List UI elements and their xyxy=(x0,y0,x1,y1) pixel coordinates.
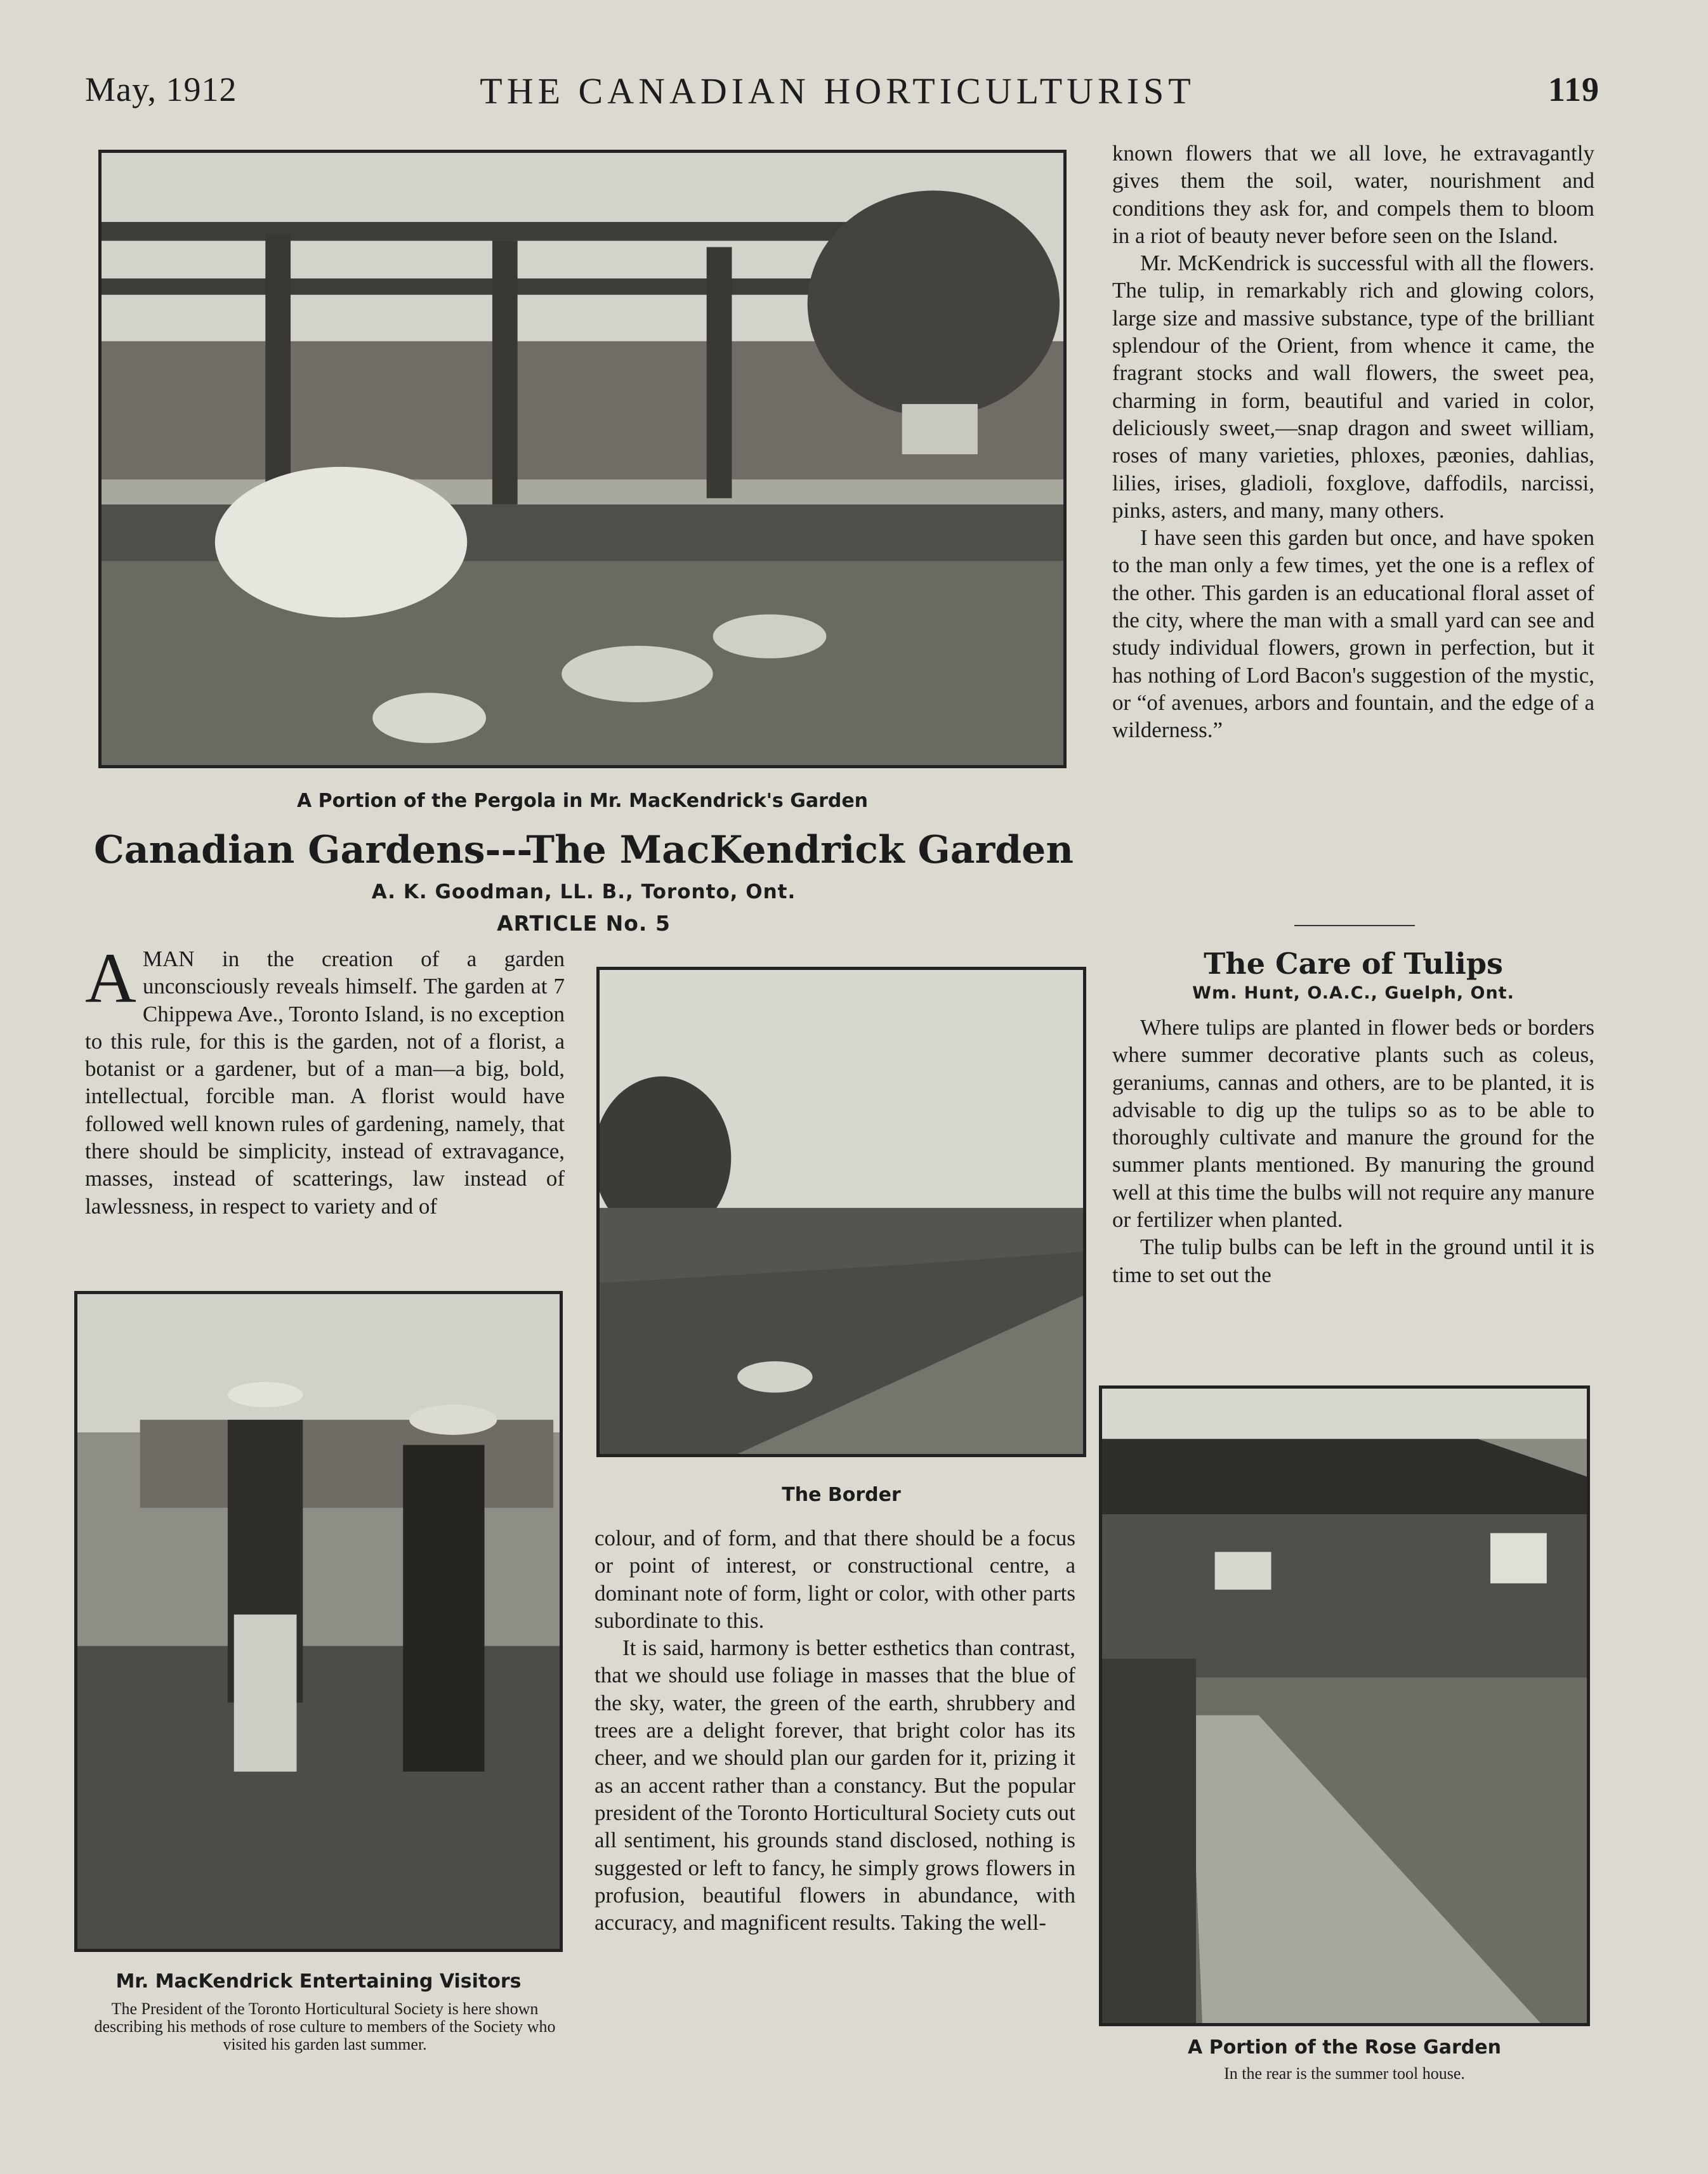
article-column-3 xyxy=(1112,140,1594,744)
rose-garden-photo xyxy=(1099,1385,1590,2026)
visitors-caption: Mr. MacKendrick Entertaining Visitors xyxy=(115,1970,522,1993)
drop-cap: A xyxy=(85,939,136,1018)
article-title: Canadian Gardens---The MacKendrick Garden xyxy=(94,828,1074,872)
visitors-photo xyxy=(74,1291,563,1952)
pergola-photo xyxy=(98,150,1067,768)
tulips-author: Wm. Hunt, O.A.C., Guelph, Ont. xyxy=(1192,983,1514,1003)
article-col3-para-2: Mr. McKendrick is successful with all the flowers. The tulip, in remarkably rich and glowing colors, large size and massive substance, type of the brilliant splendour of the Orient, from whence it came, the fragrant stocks and wall flowers, the sweet pea, charming in form, beautiful and varied in color, deliciously sweet,—snap dragon and sweet william, roses of many varieties, phloxes, pæonies, dahlias, lilies, irises, gladioli, foxglove, daffodils, narcissi, pinks, asters, and many, many others. xyxy=(1112,251,1594,523)
article-column-1 xyxy=(85,939,565,1220)
article-author: A. K. Goodman, LL. B., Toronto, Ont. xyxy=(371,881,796,903)
journal-title: THE CANADIAN HORTICULTURIST xyxy=(480,70,1195,112)
page-number: 119 xyxy=(1548,70,1600,108)
article-col1-text: MAN in the creation of a garden unconsciously reveals himself. The garden at 7 Chippewa Ave., Toronto Island, is no exception to this rule, for this is the garden, not of a florist, a botanist or a gardener, but of a man—a big, bold, intellectual, forcible man. A florist would have followed well known rules of gardening, namely, that there should be simplicity, instead of extravagance, masses, instead of scatterings, law instead of lawlessness, in respect to variety and of xyxy=(85,946,565,1219)
tulips-para-1: Where tulips are planted in flower beds or borders where summer decorative plants such as coleus, geraniums, cannas and others, are to be planted, it is advisable to dig up the tulips so as to be able to thoroughly cultivate and manure the ground for the summer plants mentioned. By manuring the ground well at this time the bulbs will not require any manure or fertilizer when planted. xyxy=(1112,1015,1594,1233)
article-col3-para-3: I have seen this garden but once, and have spoken to the man only a few times, yet the one is a reflex of the other. This garden is an educational floral asset of the city, where the man with a small yard can see and study individual flowers, grown in perfection, but it has nothing of Lord Bacon's suggestion of the mystic, or “of avenues, arbors and fountain, and the edge of a wilderness.” xyxy=(1112,525,1594,743)
border-photo xyxy=(596,967,1086,1457)
border-caption: The Border xyxy=(782,1484,901,1506)
article-col2-para-1: colour, and of form, and that there should be a focus or point of interest, or constructional centre, a dominant note of form, light or color, with other parts subordinate to this. xyxy=(595,1526,1075,1633)
visitors-subcaption: The President of the Toronto Horticultural Society is here shown describing his methods of rose culture to members of the Society who visited his garden last summer. xyxy=(94,2000,556,2053)
section-divider xyxy=(1294,925,1415,926)
rose-garden-caption: A Portion of the Rose Garden xyxy=(1188,2036,1501,2059)
article-col2-para-2: It is said, harmony is better esthetics than contrast, that we should use foliage in masses that the blue of the sky, water, the green of the earth, shrubbery and trees are a delight forever, that bright color has its cheer, and we should plan our garden for it, prizing it as an accent rather than a constancy. But the popular president of the Toronto Horticultural Society cuts out all sentiment, his grounds stand disclosed, nothing is suggested or left to fancy, he simply grows flowers in profusion, beautiful flowers in abundance, with accuracy, and magnificent results. Taking the well- xyxy=(595,1635,1076,1935)
tulips-para-2: The tulip bulbs can be left in the ground until it is time to set out the xyxy=(1112,1234,1594,1287)
rose-garden-subcaption: In the rear is the summer tool house. xyxy=(1224,2064,1465,2083)
tulips-body xyxy=(1112,1014,1594,1288)
article-number: ARTICLE No. 5 xyxy=(497,911,671,936)
article-column-2 xyxy=(595,1524,1075,1936)
tulips-title: The Care of Tulips xyxy=(1204,946,1503,981)
pergola-caption: A Portion of the Pergola in Mr. MacKendrick's Garden xyxy=(296,790,869,812)
issue-date: May, 1912 xyxy=(85,70,237,108)
article-col3-para-1: known flowers that we all love, he extravagantly gives them the soil, water, nourishment and conditions they ask for, and compels them to bloom in a riot of beauty never before seen on the Island. xyxy=(1112,141,1594,248)
